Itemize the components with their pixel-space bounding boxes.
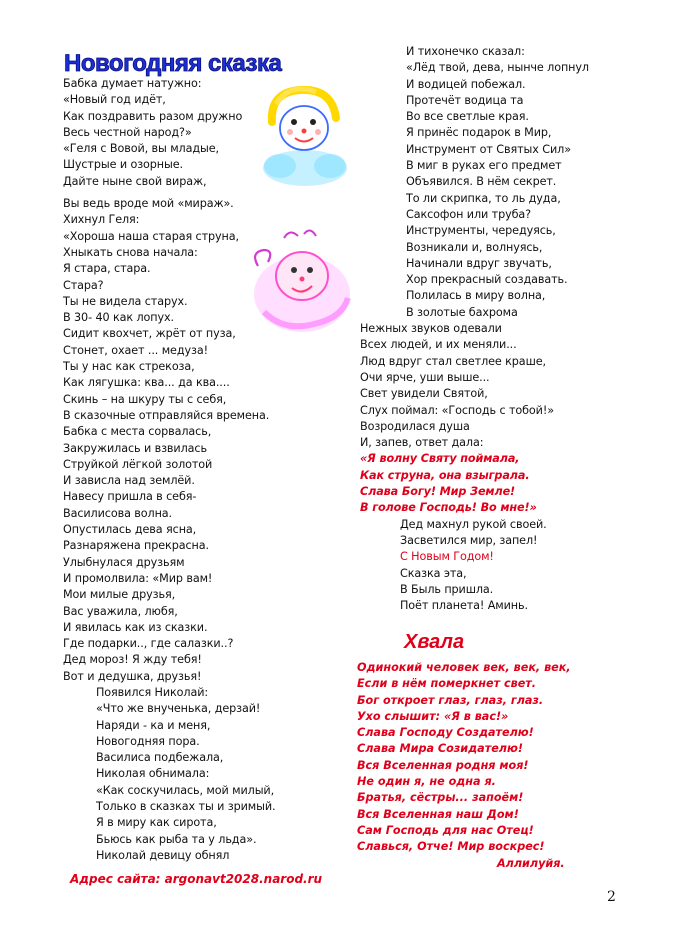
poem-line: Сказка эта, bbox=[400, 566, 467, 580]
poem-line: Люд вдруг стал светлее краше, bbox=[360, 354, 546, 368]
poem-line: Бьюсь как рыба та у льда». bbox=[96, 832, 257, 846]
poem-line: Я стара, стара. bbox=[63, 262, 151, 276]
poem-line: В Быль пришла. bbox=[400, 582, 494, 596]
poem-line: Как поздравить разом дружно bbox=[63, 109, 243, 123]
hvala-line: Вся Вселенная родня моя! bbox=[357, 758, 529, 772]
poem-line: Полилась в миру волна, bbox=[406, 289, 546, 303]
hvala-line: Сам Господь для нас Отец! bbox=[357, 823, 534, 837]
poem-line: Хихнул Геля: bbox=[63, 213, 140, 227]
poem-line: Ты не видела старух. bbox=[63, 294, 188, 308]
poem-line: Мои милые друзья, bbox=[63, 588, 176, 602]
hvala-line: Слава Мира Созидателю! bbox=[357, 742, 523, 756]
poem-line: Закружилась и взвилась bbox=[63, 441, 207, 455]
poem-line: Стонет, охает ... медуза! bbox=[63, 343, 208, 357]
poem-line-red: «Я волну Святу поймала, bbox=[360, 452, 520, 466]
poem-line: Хныкать снова начала: bbox=[63, 245, 198, 259]
hvala-title: Хвала bbox=[404, 631, 465, 653]
poem-line: Вас уважила, любя, bbox=[63, 604, 178, 618]
hvala-line: Одинокий человек век, век, век, bbox=[357, 661, 571, 674]
poem-line: Я в миру как сирота, bbox=[96, 816, 217, 830]
poem-line: «Хороша наша старая струна, bbox=[63, 229, 239, 243]
poem-line: Саксофон или труба? bbox=[406, 207, 531, 221]
hvala-line: Ухо слышит: «Я в вас!» bbox=[357, 709, 509, 723]
poem-line: И зависла над землёй. bbox=[63, 474, 195, 488]
poem-line: Свет увидели Святой, bbox=[360, 387, 488, 401]
poem-line: Дайте ныне свой вираж, bbox=[63, 174, 207, 188]
poem-line: Николай девицу обнял bbox=[96, 848, 230, 862]
poem-line: Возникали и, волнуясь, bbox=[406, 240, 543, 254]
poem-line: «Что же внученька, дерзай! bbox=[96, 702, 261, 716]
poem-line: И явилась как из сказки. bbox=[63, 620, 208, 634]
poem-right-column bbox=[360, 44, 660, 614]
hvala-line: Не один я, не одна я. bbox=[357, 775, 496, 789]
poem-line: Хор прекрасный создавать. bbox=[406, 273, 568, 287]
poem-line-red: В голове Господь! Во мне!» bbox=[360, 501, 537, 515]
poem-line: «Как соскучилась, мой милый, bbox=[96, 783, 275, 797]
poem-line: Инструмент от Святых Сил» bbox=[406, 142, 571, 156]
poem-line: Ты у нас как стрекоза, bbox=[63, 360, 195, 374]
poem-line: И промолвила: «Мир вам! bbox=[63, 571, 213, 585]
poem-line: Навесу пришла в себя- bbox=[63, 490, 197, 504]
poem-line-red: С Новым Годом! bbox=[400, 550, 494, 564]
poem-line: В сказочные отправляйся времена. bbox=[63, 408, 270, 422]
poem-line: Николая обнимала: bbox=[96, 767, 210, 781]
poem-line: Инструменты, чередуясь, bbox=[406, 224, 556, 238]
poem-line: Шустрые и озорные. bbox=[63, 158, 183, 172]
hvala-line: Вся Вселенная наш Дом! bbox=[357, 807, 519, 821]
poem-line: В миг в руках его предмет bbox=[406, 159, 562, 173]
poem-line: Скинь – на шкуру ты с себя, bbox=[63, 392, 227, 406]
boy-face-illustration bbox=[250, 82, 360, 190]
poem-left-column bbox=[63, 76, 276, 864]
poem-line: Опустилась дева ясна, bbox=[63, 523, 197, 537]
poem-line: Во все светлые края. bbox=[406, 110, 529, 124]
poem-line: Стара? bbox=[63, 278, 104, 292]
poem-line: Дед махнул рукой своей. bbox=[400, 517, 547, 531]
poem-line: Василисова волна. bbox=[63, 506, 172, 520]
hvala-heading bbox=[402, 626, 512, 656]
girl-face-illustration bbox=[244, 228, 356, 336]
hvala-line: Слава Господу Создателю! bbox=[357, 726, 534, 740]
poem-line: «Новый год идёт, bbox=[63, 93, 166, 107]
poem-line: «Лёд твой, дева, нынче лопнул bbox=[406, 61, 589, 75]
poem-line: Разнаряжена прекрасна. bbox=[63, 539, 209, 553]
poem-line: И, запев, ответ дала: bbox=[360, 436, 484, 450]
poem-line: Улыбнулася друзьям bbox=[63, 555, 185, 569]
poem-line: Весь честной народ?» bbox=[63, 125, 192, 139]
poem-line: Дед мороз! Я жду тебя! bbox=[63, 653, 202, 667]
poem-line: Всех людей, и их меняли... bbox=[360, 338, 517, 352]
poem-line: Появился Николай: bbox=[96, 685, 209, 699]
poem-line: В золотые бахрома bbox=[406, 305, 518, 319]
poem-line: Бабка думает натужно: bbox=[63, 77, 202, 90]
poem-line: Бабка с места сорвалась, bbox=[63, 425, 212, 439]
poem-line: Протечёт водица та bbox=[406, 93, 524, 107]
poem-line: Нежных звуков одевали bbox=[360, 322, 502, 336]
poem-line-red: Слава Богу! Мир Земле! bbox=[360, 485, 516, 499]
poem-line: Начинали вдруг звучать, bbox=[406, 256, 552, 270]
poem-line: Очи ярче, уши выше... bbox=[360, 370, 490, 384]
hvala-poem bbox=[357, 660, 571, 872]
poem-line: Вот и дедушка, друзья! bbox=[63, 669, 202, 683]
hvala-line: Славься, Отче! Мир воскрес! bbox=[357, 840, 545, 854]
poem-line: Вы ведь вроде мой «мираж». bbox=[63, 197, 234, 211]
poem-line: Василиса подбежала, bbox=[96, 751, 224, 765]
poem-line: Сидит квохчет, жрёт от пуза, bbox=[63, 327, 236, 341]
page-title bbox=[62, 44, 324, 80]
hvala-line: Если в нём померкнет свет. bbox=[357, 677, 537, 691]
poem-line: Новогодняя пора. bbox=[96, 734, 200, 748]
title-graphic bbox=[62, 44, 324, 80]
poem-line-red: Как струна, она взыграла. bbox=[360, 468, 530, 482]
poem-line: Только в сказках ты и зримый. bbox=[96, 800, 276, 814]
hvala-line: Братья, сёстры... запоём! bbox=[357, 791, 524, 805]
poem-line: И водицей побежал. bbox=[406, 77, 526, 91]
hvala-line: Бог откроет глаз, глаз, глаз. bbox=[357, 693, 544, 707]
title-text: Новогодняя сказка bbox=[64, 50, 282, 77]
poem-line: Возродилася душа bbox=[360, 419, 470, 433]
poem-line: Как лягушка: ква... да ква.... bbox=[63, 376, 230, 390]
poem-line: В 30- 40 как лопух. bbox=[63, 311, 174, 325]
poem-line: Я принёс подарок в Мир, bbox=[406, 126, 552, 140]
poem-line: Засветился мир, запел! bbox=[400, 533, 538, 547]
poem-line: Поёт планета! Аминь. bbox=[400, 599, 528, 613]
page-number: 2 bbox=[607, 889, 616, 905]
poem-line: То ли скрипка, то ль дуда, bbox=[406, 191, 561, 205]
poem-line: Струйкой лёгкой золотой bbox=[63, 457, 213, 471]
poem-line: И тихонечко сказал: bbox=[406, 45, 525, 58]
poem-line: Наряди - ка и меня, bbox=[96, 718, 211, 732]
poem-line: Где подарки.., где салазки..? bbox=[63, 637, 234, 651]
poem-line: Объявился. В нём секрет. bbox=[406, 175, 557, 189]
hvala-amen: Аллилуйя. bbox=[497, 856, 565, 870]
site-address: Адрес сайта: argonavt2028.narod.ru bbox=[70, 872, 323, 886]
poem-line: «Геля с Вовой, вы младые, bbox=[63, 142, 219, 156]
poem-line: Слух поймал: «Господь с тобой!» bbox=[360, 403, 554, 417]
